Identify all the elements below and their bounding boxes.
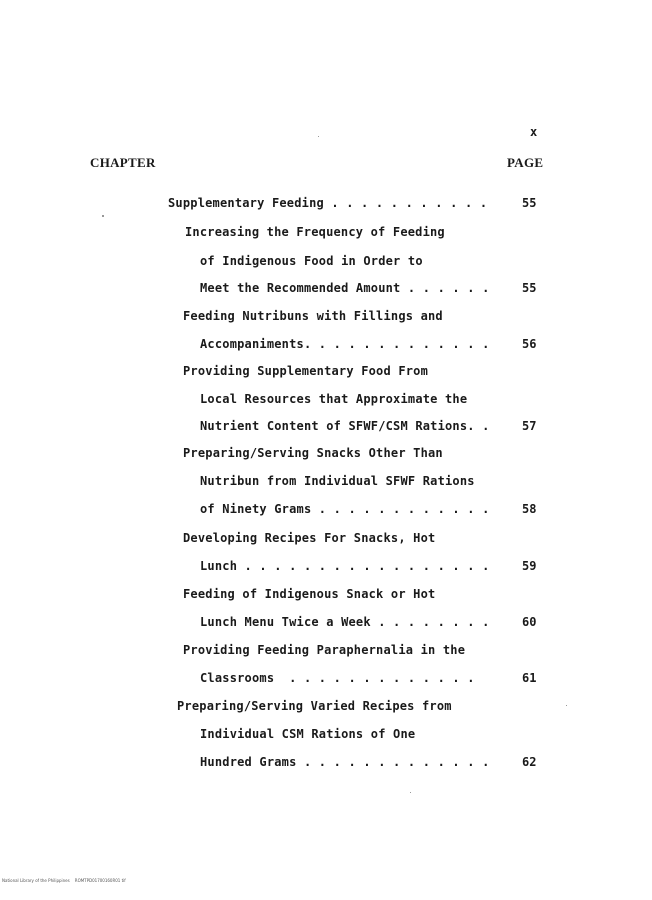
chapter-column-header: CHAPTER xyxy=(90,155,156,170)
toc-entry-text: Local Resources that Approximate the xyxy=(200,392,468,406)
toc-entry-text: Feeding Nutribuns with Fillings and xyxy=(183,309,443,323)
toc-entry-page: 57 xyxy=(522,419,537,433)
scan-speck xyxy=(318,136,319,137)
toc-entry-text: Providing Feeding Paraphernalia in the xyxy=(183,643,466,657)
toc-entry-page: 55 xyxy=(522,196,537,210)
toc-entry-text: of Indigenous Food in Order to xyxy=(200,254,423,268)
toc-entry-text: Classrooms . . . . . . . . . . . . . xyxy=(200,671,475,685)
toc-entry-page: 60 xyxy=(522,615,537,629)
toc-entry-text: Meet the Recommended Amount . . . . . . xyxy=(200,281,490,295)
scan-speck xyxy=(410,792,411,793)
toc-entry-text: Lunch Menu Twice a Week . . . . . . . . xyxy=(200,615,490,629)
toc-entry-page: 56 xyxy=(522,337,537,351)
toc-entry-text: Developing Recipes For Snacks, Hot xyxy=(183,531,436,545)
toc-entry-text: Nutribun from Individual SFWF Rations xyxy=(200,474,475,488)
toc-entry-page: 62 xyxy=(522,755,537,769)
toc-entry-text: Individual CSM Rations of One xyxy=(200,727,416,741)
roman-page-number: x xyxy=(530,125,538,139)
toc-entry-text: Preparing/Serving Snacks Other Than xyxy=(183,446,443,460)
scan-footer-caption: National Library of the Philippines ROMTPD01700160R01 tif xyxy=(2,878,126,883)
toc-entry-text: Lunch . . . . . . . . . . . . . . . . . xyxy=(200,559,490,573)
toc-entry-text: Increasing the Frequency of Feeding xyxy=(185,225,445,239)
toc-entry-text: Supplementary Feeding . . . . . . . . . . . xyxy=(168,196,488,210)
toc-entry-text: Accompaniments. . . . . . . . . . . . . xyxy=(200,337,490,351)
toc-entry-text: Feeding of Indigenous Snack or Hot xyxy=(183,587,436,601)
toc-entry-text: Preparing/Serving Varied Recipes from xyxy=(177,699,452,713)
toc-entry-page: 58 xyxy=(522,502,537,516)
page-column-header: PAGE xyxy=(507,155,544,170)
toc-entry-page: 59 xyxy=(522,559,537,573)
scan-speck xyxy=(566,705,567,706)
toc-entry-page: 61 xyxy=(522,671,537,685)
toc-entry-text: Providing Supplementary Food From xyxy=(183,364,429,378)
toc-entry-text: Hundred Grams . . . . . . . . . . . . . xyxy=(200,755,490,769)
toc-entry-page: 55 xyxy=(522,281,537,295)
scan-speck xyxy=(102,215,104,217)
toc-entry-text: Nutrient Content of SFWF/CSM Rations. . xyxy=(200,419,490,433)
toc-entry-text: of Ninety Grams . . . . . . . . . . . . xyxy=(200,502,490,516)
